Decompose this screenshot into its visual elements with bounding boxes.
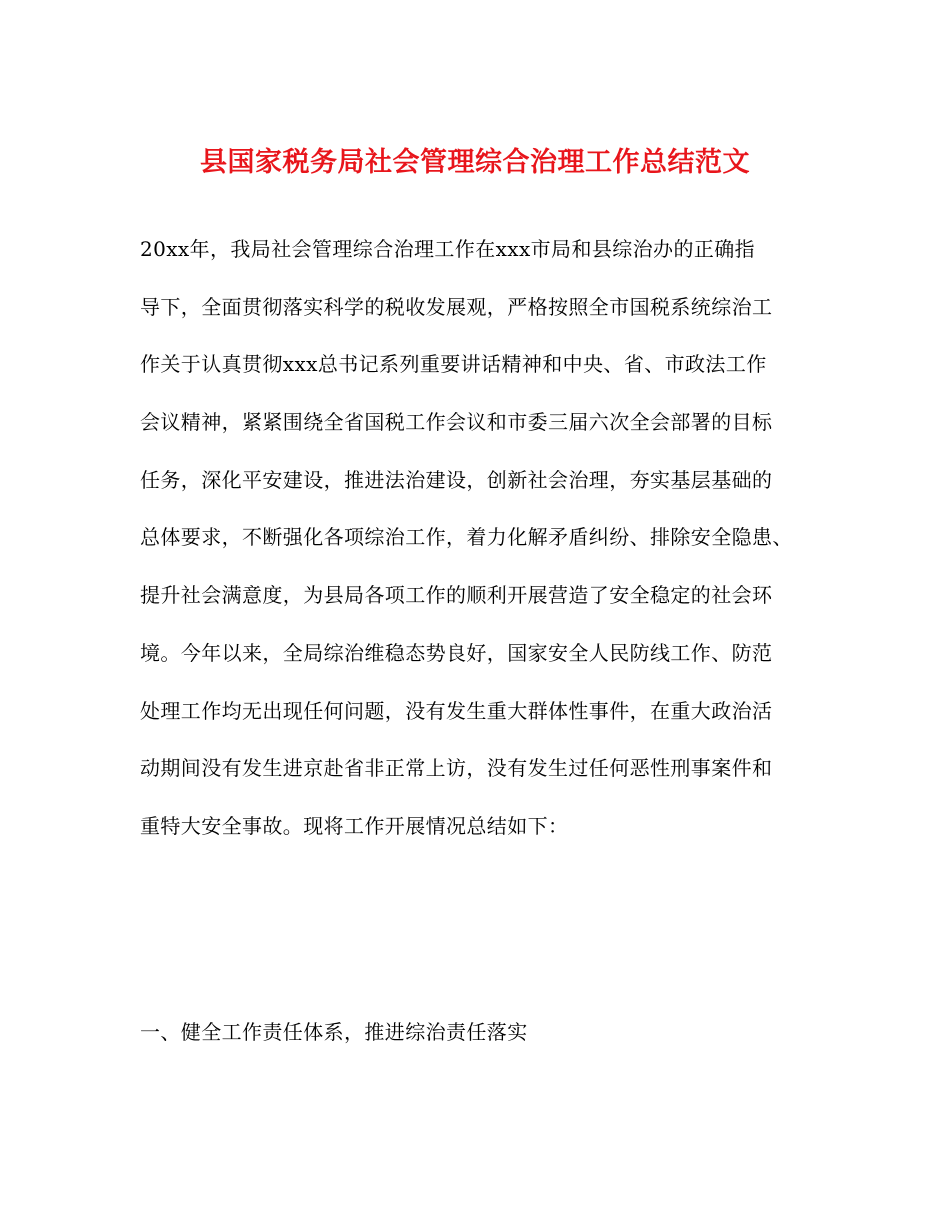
body-line: 处理工作均无出现任何问题，没有发生重大群体性事件，在重大政治活 xyxy=(140,698,773,723)
body-line: 动期间没有发生进京赴省非正常上访，没有发生过任何恶性刑事案件和 xyxy=(140,756,773,781)
body-line: 作关于认真贯彻xxx总书记系列重要讲话精神和中央、省、市政法工作 xyxy=(140,352,767,377)
body-line: 提升社会满意度，为县局各项工作的顺利开展营造了安全稳定的社会环 xyxy=(140,583,773,608)
document-title: 县国家税务局社会管理综合治理工作总结范文 xyxy=(200,147,750,178)
document-body xyxy=(140,226,830,861)
body-line: 20xx年，我局社会管理综合治理工作在xxx市局和县综治办的正确指 xyxy=(140,237,756,261)
body-line: 导下，全面贯彻落实科学的税收发展观，严格按照全市国税系统综治工 xyxy=(140,294,773,319)
body-line: 境。今年以来，全局综治维稳态势良好，国家安全人民防线工作、防范 xyxy=(140,640,773,665)
section-heading: 一、健全工作责任体系，推进综治责任落实 xyxy=(140,1020,528,1044)
body-line: 任务，深化平安建设，推进法治建设，创新社会治理，夯实基层基础的 xyxy=(140,467,773,492)
body-line: 会议精神，紧紧围绕全省国税工作会议和市委三届六次全会部署的目标 xyxy=(140,410,773,435)
body-line: 重特大安全事故。现将工作开展情况总结如下： xyxy=(140,813,569,838)
body-line: 总体要求，不断强化各项综治工作，着力化解矛盾纠纷、排除安全隐患、 xyxy=(140,525,793,550)
